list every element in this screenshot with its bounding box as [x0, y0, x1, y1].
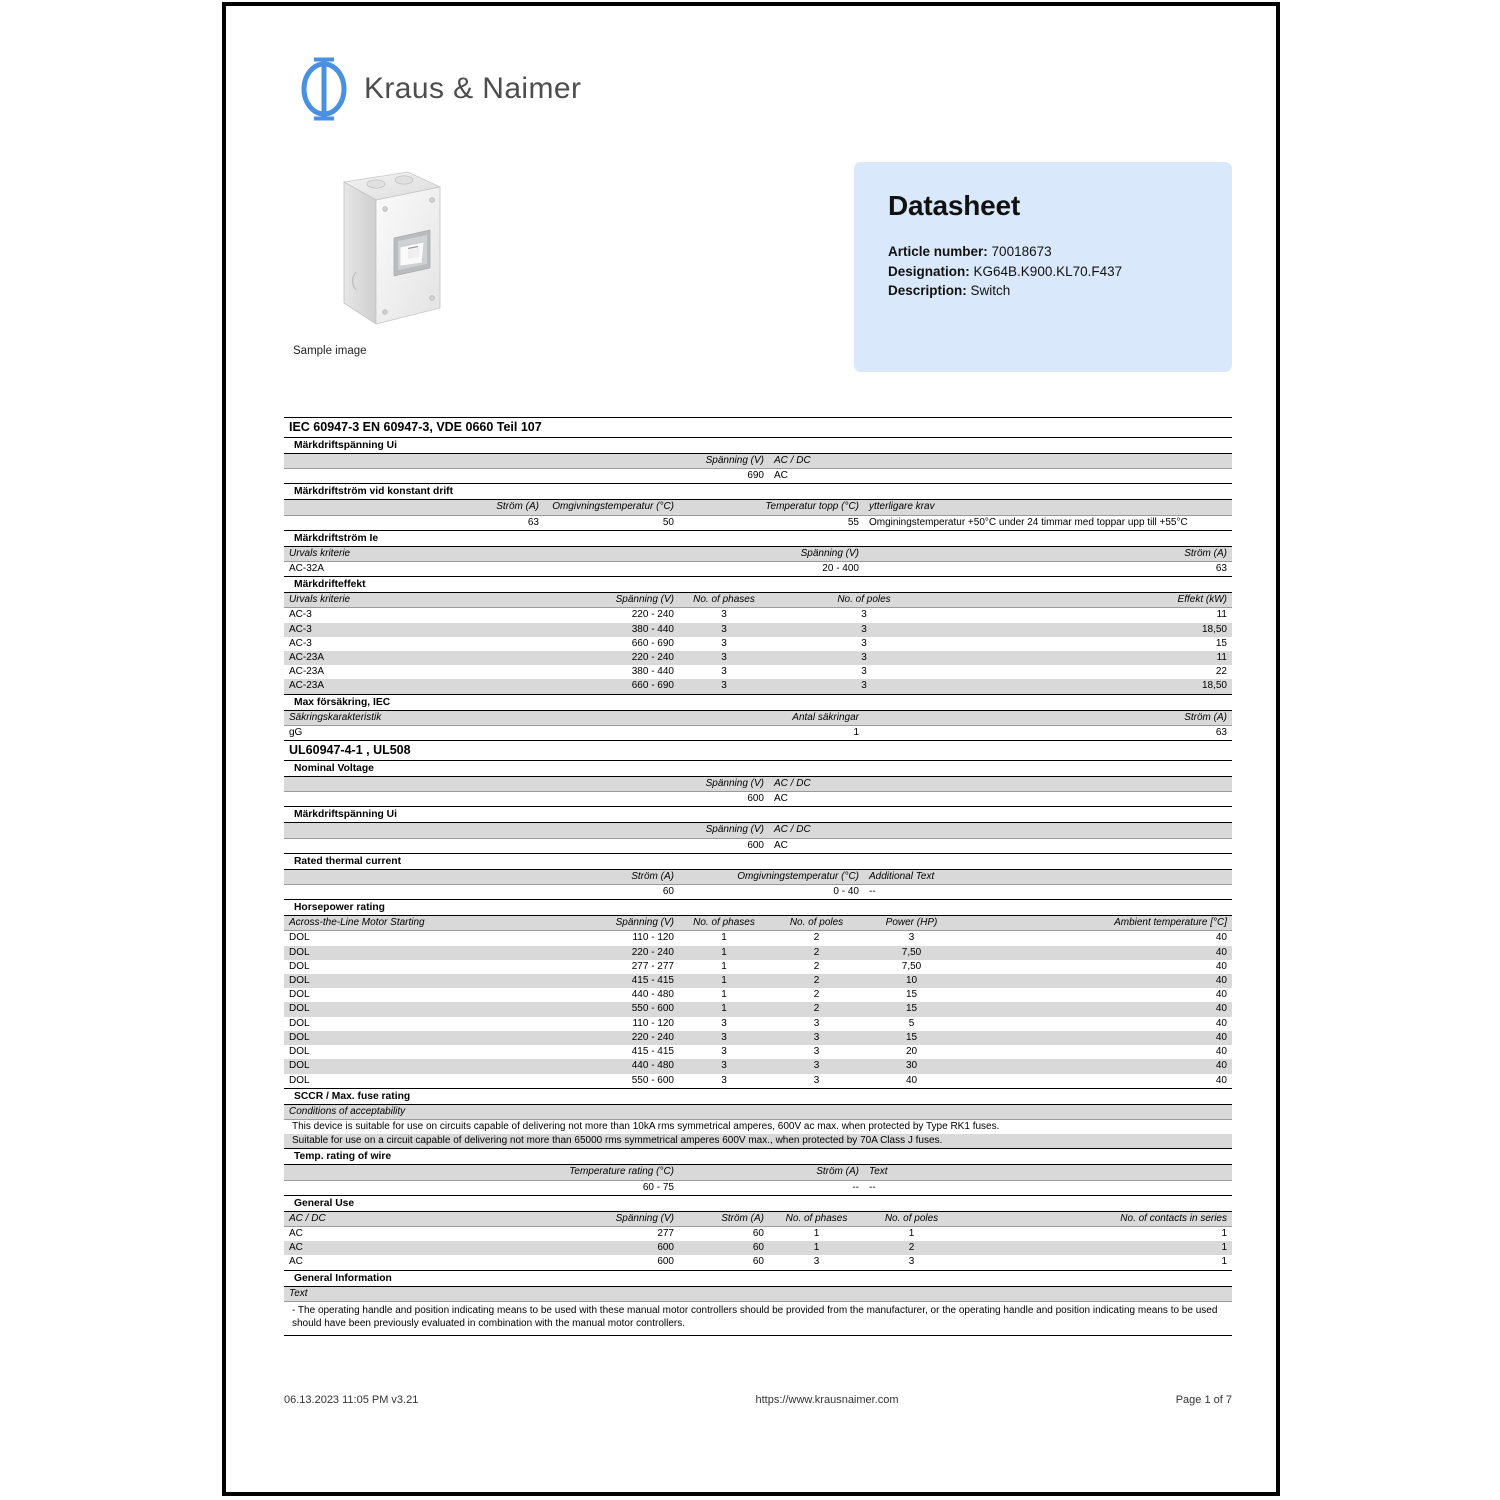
- table-cell: gG: [284, 725, 544, 740]
- table-cell: 1: [679, 931, 769, 946]
- column-header: Effekt (kW): [959, 593, 1232, 608]
- table-cell: 2: [864, 1241, 959, 1255]
- table-row: [284, 792, 1232, 807]
- table-cell: 3: [769, 1045, 864, 1059]
- group-title-row: [284, 1195, 1232, 1211]
- table-cell: [284, 838, 544, 853]
- column-header: Conditions of acceptability: [284, 1104, 1232, 1119]
- table-cell: 3: [679, 679, 769, 694]
- table-cell: AC: [769, 792, 864, 807]
- table-cell: 3: [769, 651, 959, 665]
- column-header: No. of phases: [769, 1211, 864, 1226]
- table-cell: 600: [544, 838, 769, 853]
- table-row: [284, 515, 1232, 530]
- table-cell: AC: [284, 1255, 544, 1270]
- table-cell: 22: [959, 665, 1232, 679]
- standard-title-row: [284, 418, 1232, 438]
- table-cell: 20: [864, 1045, 959, 1059]
- column-header: [864, 454, 1232, 469]
- group-title-row: [284, 1270, 1232, 1286]
- table-cell: DOL: [284, 931, 544, 946]
- column-header: Power (HP): [864, 916, 959, 931]
- column-header: Text: [864, 1165, 1232, 1180]
- table-cell: 40: [959, 931, 1232, 946]
- table-cell: 15: [864, 1002, 959, 1016]
- table-cell: [864, 792, 1232, 807]
- column-header: [284, 777, 544, 792]
- table-cell: 1: [769, 1226, 864, 1241]
- article-number-label: Article number:: [888, 244, 988, 259]
- sample-image-block: [290, 164, 486, 357]
- description-label: Description:: [888, 283, 967, 299]
- table-cell: 18,50: [959, 623, 1232, 637]
- group-title: Horsepower rating: [284, 900, 1232, 916]
- group-title: SCCR / Max. fuse rating: [284, 1088, 1232, 1104]
- table-cell: 220 - 240: [544, 946, 679, 960]
- group-title-row: [284, 900, 1232, 916]
- group-title-row: [284, 1088, 1232, 1104]
- column-header: AC / DC: [769, 823, 864, 838]
- table-cell: AC-23A: [284, 665, 544, 679]
- table-cell: 277: [544, 1226, 679, 1241]
- table-row: [284, 725, 1232, 740]
- table-cell: 40: [959, 1031, 1232, 1045]
- table-cell: 3: [769, 608, 959, 623]
- group-title: Märkdrifteffekt: [284, 577, 1232, 593]
- table-cell: 3: [679, 1031, 769, 1045]
- table-cell: AC: [284, 1226, 544, 1241]
- group-title: Temp. rating of wire: [284, 1149, 1232, 1165]
- table-cell: 3: [679, 1045, 769, 1059]
- footer-timestamp: 06.13.2023 11:05 PM v3.21: [284, 1394, 419, 1406]
- table-row: [284, 1119, 1232, 1134]
- table-cell: 3: [769, 665, 959, 679]
- phi-logo-icon: [298, 56, 350, 122]
- table-cell: 40: [959, 988, 1232, 1002]
- column-header: AC / DC: [769, 454, 864, 469]
- table-cell: DOL: [284, 974, 544, 988]
- column-header: Spänning (V): [544, 546, 864, 561]
- group-title: Märkdriftspänning Ui: [284, 807, 1232, 823]
- footer-page-number: Page 1 of 7: [1175, 1394, 1232, 1406]
- column-header: Ström (A): [864, 546, 1232, 561]
- table-cell: 3: [679, 665, 769, 679]
- table-cell: 440 - 480: [544, 1059, 679, 1073]
- column-header: [284, 454, 544, 469]
- table-cell: 55: [679, 515, 864, 530]
- table-cell: 3: [769, 1074, 864, 1089]
- table-cell: 690: [544, 469, 769, 484]
- table-cell: 3: [864, 931, 959, 946]
- table-cell: 11: [959, 608, 1232, 623]
- table-cell: 7,50: [864, 946, 959, 960]
- column-header: AC / DC: [769, 777, 864, 792]
- page-footer: [284, 1394, 1232, 1406]
- table-row: [284, 885, 1232, 900]
- table-cell: 3: [864, 1255, 959, 1270]
- table-cell-text: Suitable for use on a circuit capable of delivering not more than 65000 rms symmetrical amperes 600V max., when protected by 70A Class J fuses.: [284, 1134, 1232, 1149]
- table-cell: 50: [544, 515, 679, 530]
- table-cell: 660 - 690: [544, 679, 679, 694]
- column-header-row: [284, 1286, 1232, 1301]
- article-number-value: 70018673: [991, 244, 1052, 259]
- table-row: [284, 1226, 1232, 1241]
- table-cell: 3: [769, 1017, 864, 1031]
- table-cell: [864, 838, 1232, 853]
- column-header: Ström (A): [284, 500, 544, 515]
- table-cell: 18,50: [959, 679, 1232, 694]
- column-header: Ström (A): [679, 1165, 864, 1180]
- table-cell: 550 - 600: [544, 1002, 679, 1016]
- document-page: [222, 2, 1280, 1496]
- table-cell: AC: [769, 469, 864, 484]
- column-header: Spänning (V): [544, 823, 769, 838]
- table-cell: 415 - 415: [544, 974, 679, 988]
- table-cell: 40: [959, 974, 1232, 988]
- table-cell: DOL: [284, 1045, 544, 1059]
- group-title: Max försäkring, IEC: [284, 694, 1232, 710]
- table-cell: 60 - 75: [284, 1180, 679, 1195]
- column-header: Antal säkringar: [544, 710, 864, 725]
- group-title: General Information: [284, 1270, 1232, 1286]
- column-header: Spänning (V): [544, 593, 679, 608]
- table-cell: 15: [864, 988, 959, 1002]
- group-title-row: [284, 438, 1232, 454]
- group-title-row: [284, 853, 1232, 869]
- column-header: Ström (A): [864, 710, 1232, 725]
- table-cell: 600: [544, 1255, 679, 1270]
- table-row: [284, 974, 1232, 988]
- column-header: Ström (A): [679, 1211, 769, 1226]
- table-cell: [284, 792, 544, 807]
- table-cell: 220 - 240: [544, 1031, 679, 1045]
- table-cell: 63: [284, 515, 544, 530]
- table-cell: 600: [544, 792, 769, 807]
- column-header: Omgivningstemperatur (°C): [544, 500, 679, 515]
- table-row: [284, 1074, 1232, 1089]
- table-cell: AC: [284, 1241, 544, 1255]
- datasheet-title: Datasheet: [888, 190, 1021, 221]
- group-title: Nominal Voltage: [284, 761, 1232, 777]
- group-title-row: [284, 577, 1232, 593]
- column-header-row: [284, 454, 1232, 469]
- table-row: [284, 1255, 1232, 1270]
- table-cell: 3: [769, 637, 959, 651]
- table-cell: 2: [769, 960, 864, 974]
- column-header: Additional Text: [864, 869, 1232, 884]
- table-row: [284, 1017, 1232, 1031]
- article-number-line: [888, 242, 1232, 262]
- table-cell: 3: [769, 679, 959, 694]
- table-row: [284, 1180, 1232, 1195]
- standard-title: UL60947-4-1 , UL508: [284, 741, 1232, 761]
- column-header-row: [284, 546, 1232, 561]
- table-cell: 1: [769, 1241, 864, 1255]
- table-row: [284, 637, 1232, 651]
- designation-label: Designation:: [888, 263, 970, 279]
- table-cell: 2: [769, 988, 864, 1002]
- column-header: Text: [284, 1286, 1232, 1301]
- table-cell: 5: [864, 1017, 959, 1031]
- column-header-row: [284, 593, 1232, 608]
- table-row: [284, 946, 1232, 960]
- table-cell: 20 - 400: [544, 562, 864, 577]
- column-header: Spänning (V): [544, 777, 769, 792]
- table-cell: 3: [769, 623, 959, 637]
- table-row: [284, 665, 1232, 679]
- table-cell: 15: [959, 637, 1232, 651]
- table-row: [284, 1301, 1232, 1335]
- column-header-row: [284, 869, 1232, 884]
- product-photo-enclosed-switch-icon: [312, 164, 462, 339]
- table-cell: 40: [959, 1059, 1232, 1073]
- table-cell: 3: [679, 608, 769, 623]
- column-header-row: [284, 1104, 1232, 1119]
- table-cell: 3: [679, 637, 769, 651]
- table-cell: 40: [959, 1045, 1232, 1059]
- table-cell: 15: [864, 1031, 959, 1045]
- column-header: Ström (A): [284, 869, 679, 884]
- table-cell: 2: [769, 946, 864, 960]
- table-cell: 220 - 240: [544, 608, 679, 623]
- group-title-row: [284, 761, 1232, 777]
- table-row: [284, 1002, 1232, 1016]
- column-header: Ambient temperature [°C]: [959, 916, 1232, 931]
- column-header-row: [284, 823, 1232, 838]
- table-cell: 40: [959, 1074, 1232, 1089]
- table-row: [284, 838, 1232, 853]
- table-row: [284, 960, 1232, 974]
- table-cell: --: [679, 1180, 864, 1195]
- table-row: [284, 562, 1232, 577]
- table-cell: DOL: [284, 1074, 544, 1089]
- table-cell: 550 - 600: [544, 1074, 679, 1089]
- table-cell: 2: [769, 931, 864, 946]
- group-title: Märkdriftström Ie: [284, 530, 1232, 546]
- table-cell: 380 - 440: [544, 623, 679, 637]
- column-header: [864, 777, 1232, 792]
- column-header: No. of poles: [769, 916, 864, 931]
- column-header-row: [284, 710, 1232, 725]
- table-row: [284, 1134, 1232, 1149]
- table-cell: DOL: [284, 946, 544, 960]
- table-cell: 60: [679, 1255, 769, 1270]
- table-cell: --: [864, 885, 1232, 900]
- table-cell: AC-32A: [284, 562, 544, 577]
- group-title-row: [284, 1149, 1232, 1165]
- table-cell: 1: [679, 960, 769, 974]
- column-header: No. of poles: [769, 593, 959, 608]
- table-cell: 1: [959, 1226, 1232, 1241]
- group-title-row: [284, 807, 1232, 823]
- column-header: Urvals kriterie: [284, 593, 544, 608]
- table-cell: 380 - 440: [544, 665, 679, 679]
- table-cell: 1: [679, 974, 769, 988]
- table-cell: 2: [769, 1002, 864, 1016]
- column-header: Temperatur topp (°C): [679, 500, 864, 515]
- table-cell: 10: [864, 974, 959, 988]
- table-cell: 1: [544, 725, 864, 740]
- column-header: Omgivningstemperatur (°C): [679, 869, 864, 884]
- table-cell: 40: [959, 1017, 1232, 1031]
- table-cell: 3: [679, 651, 769, 665]
- table-cell: 63: [864, 725, 1232, 740]
- description-value: Switch: [970, 283, 1011, 299]
- table-row: [284, 1031, 1232, 1045]
- table-cell: 1: [864, 1226, 959, 1241]
- table-cell: 40: [959, 1002, 1232, 1016]
- datasheet-info-box: [854, 162, 1232, 372]
- table-cell: [284, 469, 544, 484]
- table-cell: 415 - 415: [544, 1045, 679, 1059]
- table-row: [284, 931, 1232, 946]
- table-cell: 3: [679, 1017, 769, 1031]
- table-cell: 1: [679, 946, 769, 960]
- column-header: Spänning (V): [544, 916, 679, 931]
- table-cell: 40: [864, 1074, 959, 1089]
- column-header: Spänning (V): [544, 454, 769, 469]
- table-row: [284, 623, 1232, 637]
- column-header: Säkringskarakteristik: [284, 710, 544, 725]
- column-header: Spänning (V): [544, 1211, 679, 1226]
- footer-url[interactable]: https://www.krausnaimer.com: [755, 1394, 899, 1406]
- table-cell: AC: [769, 838, 864, 853]
- table-cell: 40: [959, 946, 1232, 960]
- column-header-row: [284, 500, 1232, 515]
- table-row: [284, 1059, 1232, 1073]
- table-cell: 220 - 240: [544, 651, 679, 665]
- table-row: [284, 988, 1232, 1002]
- column-header: No. of phases: [679, 916, 769, 931]
- table-cell: 1: [679, 988, 769, 1002]
- table-cell: 3: [769, 1255, 864, 1270]
- table-cell: 40: [959, 960, 1232, 974]
- group-title-row: [284, 530, 1232, 546]
- table-cell: 3: [769, 1031, 864, 1045]
- column-header: Urvals kriterie: [284, 546, 544, 561]
- group-title: General Use: [284, 1195, 1232, 1211]
- table-cell: 60: [284, 885, 679, 900]
- column-header-row: [284, 916, 1232, 931]
- designation-line: [888, 262, 1232, 282]
- table-cell: 7,50: [864, 960, 959, 974]
- column-header: [864, 823, 1232, 838]
- specification-table: [284, 417, 1232, 1336]
- table-cell: 60: [679, 1241, 769, 1255]
- table-cell: Omginingstemperatur +50°C under 24 timmar med toppar upp till +55°C: [864, 515, 1232, 530]
- table-cell: 0 - 40: [679, 885, 864, 900]
- table-cell: 1: [959, 1255, 1232, 1270]
- table-cell: DOL: [284, 1017, 544, 1031]
- table-row: [284, 608, 1232, 623]
- column-header: Temperature rating (°C): [284, 1165, 679, 1180]
- group-title: Märkdriftspänning Ui: [284, 438, 1232, 454]
- table-cell: AC-3: [284, 637, 544, 651]
- table-cell: 277 - 277: [544, 960, 679, 974]
- table-cell: DOL: [284, 988, 544, 1002]
- standard-title-row: [284, 741, 1232, 761]
- table-cell: 3: [679, 623, 769, 637]
- table-cell-text: - The operating handle and position indicating means to be used with these manual motor controllers should be provided from the manufacturer, or the operating handle and position indicating means to be used should have been previously evaluated in combination with the manual motor controllers.: [284, 1301, 1232, 1335]
- group-title: Märkdriftström vid konstant drift: [284, 484, 1232, 500]
- table-cell: 11: [959, 651, 1232, 665]
- table-row: [284, 679, 1232, 694]
- designation-value: KG64B.K900.KL70.F437: [973, 263, 1123, 279]
- group-title-row: [284, 484, 1232, 500]
- column-header: ytterligare krav: [864, 500, 1232, 515]
- table-row: [284, 1241, 1232, 1255]
- table-row: [284, 1045, 1232, 1059]
- table-cell: 3: [679, 1059, 769, 1073]
- table-cell: 1: [959, 1241, 1232, 1255]
- table-cell: AC-23A: [284, 651, 544, 665]
- sample-image-caption: Sample image: [293, 345, 367, 357]
- table-row: [284, 469, 1232, 484]
- table-cell: 60: [679, 1226, 769, 1241]
- table-cell: 440 - 480: [544, 988, 679, 1002]
- group-title: Rated thermal current: [284, 853, 1232, 869]
- brand-header: [298, 56, 581, 122]
- table-cell-text: This device is suitable for use on circuits capable of delivering not more than 10kA rms symmetrical amperes, 600V ac max. when protected by Type RK1 fuses.: [284, 1119, 1232, 1134]
- column-header-row: [284, 1211, 1232, 1226]
- table-cell: 3: [769, 1059, 864, 1073]
- table-cell: 600: [544, 1241, 679, 1255]
- table-row: [284, 651, 1232, 665]
- table-cell: 3: [679, 1074, 769, 1089]
- table-cell: [864, 469, 1232, 484]
- column-header: AC / DC: [284, 1211, 544, 1226]
- table-cell: 2: [769, 974, 864, 988]
- table-cell: 110 - 120: [544, 1017, 679, 1031]
- column-header-row: [284, 777, 1232, 792]
- table-cell: DOL: [284, 1031, 544, 1045]
- brand-name: Kraus & Naimer: [364, 72, 582, 105]
- column-header: No. of poles: [864, 1211, 959, 1226]
- group-title-row: [284, 694, 1232, 710]
- table-cell: 30: [864, 1059, 959, 1073]
- column-header: Across-the-Line Motor Starting: [284, 916, 544, 931]
- table-cell: 63: [864, 562, 1232, 577]
- table-cell: DOL: [284, 960, 544, 974]
- table-cell: DOL: [284, 1059, 544, 1073]
- table-cell: 1: [679, 1002, 769, 1016]
- table-cell: AC-3: [284, 623, 544, 637]
- table-cell: 110 - 120: [544, 931, 679, 946]
- table-cell: AC-3: [284, 608, 544, 623]
- column-header: No. of contacts in series: [959, 1211, 1232, 1226]
- standard-title: IEC 60947-3 EN 60947-3, VDE 0660 Teil 107: [284, 418, 1232, 438]
- description-line: [888, 281, 1232, 301]
- column-header: [284, 823, 544, 838]
- column-header-row: [284, 1165, 1232, 1180]
- column-header: No. of phases: [679, 593, 769, 608]
- table-cell: AC-23A: [284, 679, 544, 694]
- table-cell: DOL: [284, 1002, 544, 1016]
- table-cell: --: [864, 1180, 1232, 1195]
- table-cell: 660 - 690: [544, 637, 679, 651]
